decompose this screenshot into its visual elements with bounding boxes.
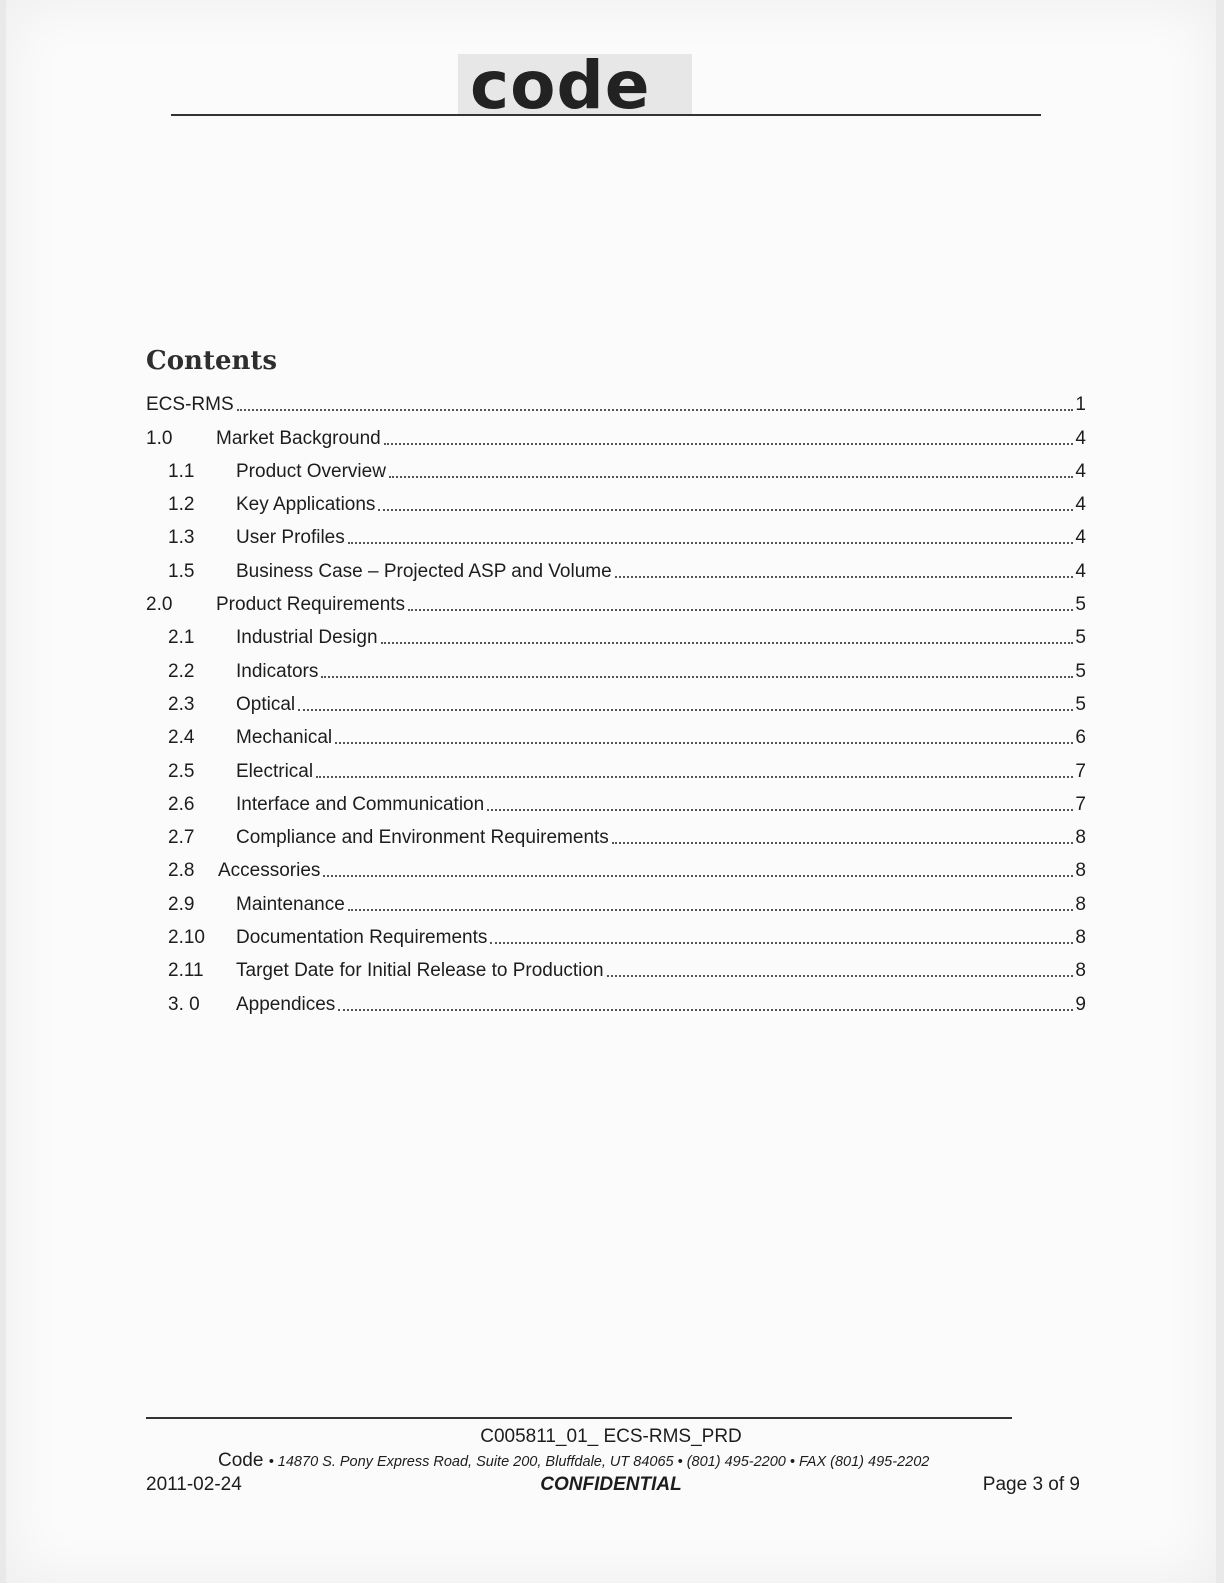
- toc-entry[interactable]: [146, 882, 1086, 915]
- toc-entry-number: 3. 0: [168, 993, 200, 1015]
- toc-entry[interactable]: [146, 616, 1086, 649]
- toc-entry-page: 7: [1075, 760, 1086, 782]
- toc-entry-number: 2.11: [168, 960, 204, 982]
- toc-leader-dots: [381, 642, 1074, 644]
- toc-entry[interactable]: [146, 916, 1086, 949]
- toc-entry[interactable]: [146, 949, 1086, 982]
- toc-entry-number: 1.5: [168, 560, 195, 582]
- contents-heading: Contents: [146, 346, 278, 376]
- toc-entry[interactable]: [146, 549, 1086, 582]
- toc-leader-dots: [335, 742, 1073, 744]
- toc-entry-page: 8: [1075, 927, 1086, 949]
- footer-divider: [146, 1417, 1012, 1419]
- toc-entry-label: User Profiles: [236, 527, 345, 549]
- toc-leader-dots: [323, 875, 1073, 877]
- toc-entry-page: 1: [1075, 394, 1086, 416]
- toc-entry[interactable]: [146, 583, 1086, 616]
- toc-entry-number: 2.10: [168, 927, 205, 949]
- toc-entry-number: 2.4: [168, 727, 195, 749]
- toc-leader-dots: [321, 676, 1073, 678]
- toc-entry-label: Maintenance: [236, 893, 345, 915]
- toc-entry[interactable]: [146, 516, 1086, 549]
- toc-entry-page: 4: [1075, 460, 1086, 482]
- toc-entry-label: Product Requirements: [216, 594, 406, 616]
- toc-entry-number: 2.0: [146, 594, 173, 616]
- toc-entry-number: 2.1: [168, 627, 195, 649]
- toc-entry-number: 1.2: [168, 494, 195, 516]
- toc-entry-label: Optical: [236, 693, 296, 715]
- toc-entry[interactable]: [146, 416, 1086, 449]
- toc-entry-page: 5: [1075, 594, 1086, 616]
- toc-entry-number: 1.0: [146, 427, 173, 449]
- toc-entry-page: 8: [1075, 960, 1086, 982]
- toc-entry-label: Indicators: [236, 660, 319, 682]
- toc-leader-dots: [408, 609, 1073, 611]
- header-divider: [171, 114, 1041, 116]
- toc-entry-number: 2.8: [168, 860, 195, 882]
- toc-entry-number: 2.3: [168, 693, 195, 715]
- toc-entry-label: Product Overview: [236, 460, 386, 482]
- toc-entry[interactable]: [146, 749, 1086, 782]
- toc-entry-page: 5: [1075, 660, 1086, 682]
- toc-entry[interactable]: [146, 783, 1086, 816]
- toc-leader-dots: [612, 842, 1074, 844]
- toc-leader-dots: [378, 509, 1073, 511]
- toc-entry-label: Accessories: [218, 860, 321, 882]
- toc-entry-label: Mechanical: [236, 727, 333, 749]
- toc-entry[interactable]: [146, 483, 1086, 516]
- toc-entry[interactable]: [146, 649, 1086, 682]
- toc-entry[interactable]: [146, 982, 1086, 1015]
- toc-entry-label: Industrial Design: [236, 627, 378, 649]
- toc-entry-number: 2.5: [168, 760, 195, 782]
- toc-leader-dots: [316, 776, 1073, 778]
- toc-entry-number: 2.7: [168, 827, 195, 849]
- toc-leader-dots: [348, 542, 1074, 544]
- toc-entry-page: 8: [1075, 893, 1086, 915]
- toc-leader-dots: [607, 975, 1074, 977]
- company-logo: code: [470, 47, 651, 124]
- page-number: Page 3 of 9: [982, 1474, 1080, 1495]
- toc-leader-dots: [338, 1009, 1073, 1011]
- toc-leader-dots: [487, 809, 1073, 811]
- toc-entry-number: 1.1: [168, 460, 195, 482]
- toc-entry-page: 6: [1075, 727, 1086, 749]
- toc-entry-label: Compliance and Environment Requirements: [236, 827, 609, 849]
- toc-entry-label: ECS-RMS: [146, 394, 234, 416]
- toc-entry-number: 2.2: [168, 660, 195, 682]
- toc-entry-number: 1.3: [168, 527, 195, 549]
- toc-leader-dots: [615, 576, 1074, 578]
- toc-entry-page: 4: [1075, 527, 1086, 549]
- toc-leader-dots: [384, 443, 1074, 445]
- toc-leader-dots: [298, 709, 1073, 711]
- toc-leader-dots: [389, 476, 1073, 478]
- company-address-line: [218, 1450, 929, 1472]
- toc-entry-page: 5: [1075, 693, 1086, 715]
- toc-entry[interactable]: [146, 383, 1086, 416]
- toc-entry-label: Appendices: [236, 993, 336, 1015]
- toc-leader-dots: [348, 909, 1074, 911]
- toc-entry[interactable]: [146, 816, 1086, 849]
- confidential-label: CONFIDENTIAL: [540, 1474, 682, 1495]
- toc-entry-page: 4: [1075, 560, 1086, 582]
- toc-entry-label: Electrical: [236, 760, 314, 782]
- company-name: Code: [218, 1450, 264, 1471]
- table-of-contents: [146, 383, 1086, 1016]
- document-date: 2011-02-24: [146, 1474, 242, 1495]
- toc-entry[interactable]: [146, 450, 1086, 483]
- toc-entry-page: 7: [1075, 793, 1086, 815]
- toc-entry[interactable]: [146, 849, 1086, 882]
- toc-leader-dots: [490, 942, 1073, 944]
- toc-entry-label: Documentation Requirements: [236, 927, 488, 949]
- toc-entry-number: 2.9: [168, 893, 195, 915]
- toc-entry[interactable]: [146, 683, 1086, 716]
- toc-leader-dots: [237, 409, 1074, 411]
- toc-entry-page: 8: [1075, 827, 1086, 849]
- toc-entry-page: 4: [1075, 427, 1086, 449]
- toc-entry-label: Key Applications: [236, 494, 376, 516]
- document-id: C005811_01_ ECS-RMS_PRD: [480, 1426, 742, 1447]
- toc-entry-number: 2.6: [168, 793, 195, 815]
- document-page: [6, 0, 1216, 1583]
- toc-entry-page: 8: [1075, 860, 1086, 882]
- toc-entry-label: Market Background: [216, 427, 381, 449]
- toc-entry-page: 4: [1075, 494, 1086, 516]
- toc-entry-label: Interface and Communication: [236, 793, 485, 815]
- toc-entry-label: Business Case – Projected ASP and Volume: [236, 560, 612, 582]
- company-address: • 14870 S. Pony Express Road, Suite 200, Bluffdale, UT 84065 • (801) 495-2200 • FAX (801) 495-2202: [268, 1454, 930, 1470]
- toc-entry-page: 5: [1075, 627, 1086, 649]
- toc-entry-label: Target Date for Initial Release to Production: [236, 960, 604, 982]
- toc-entry-page: 9: [1075, 993, 1086, 1015]
- toc-entry[interactable]: [146, 716, 1086, 749]
